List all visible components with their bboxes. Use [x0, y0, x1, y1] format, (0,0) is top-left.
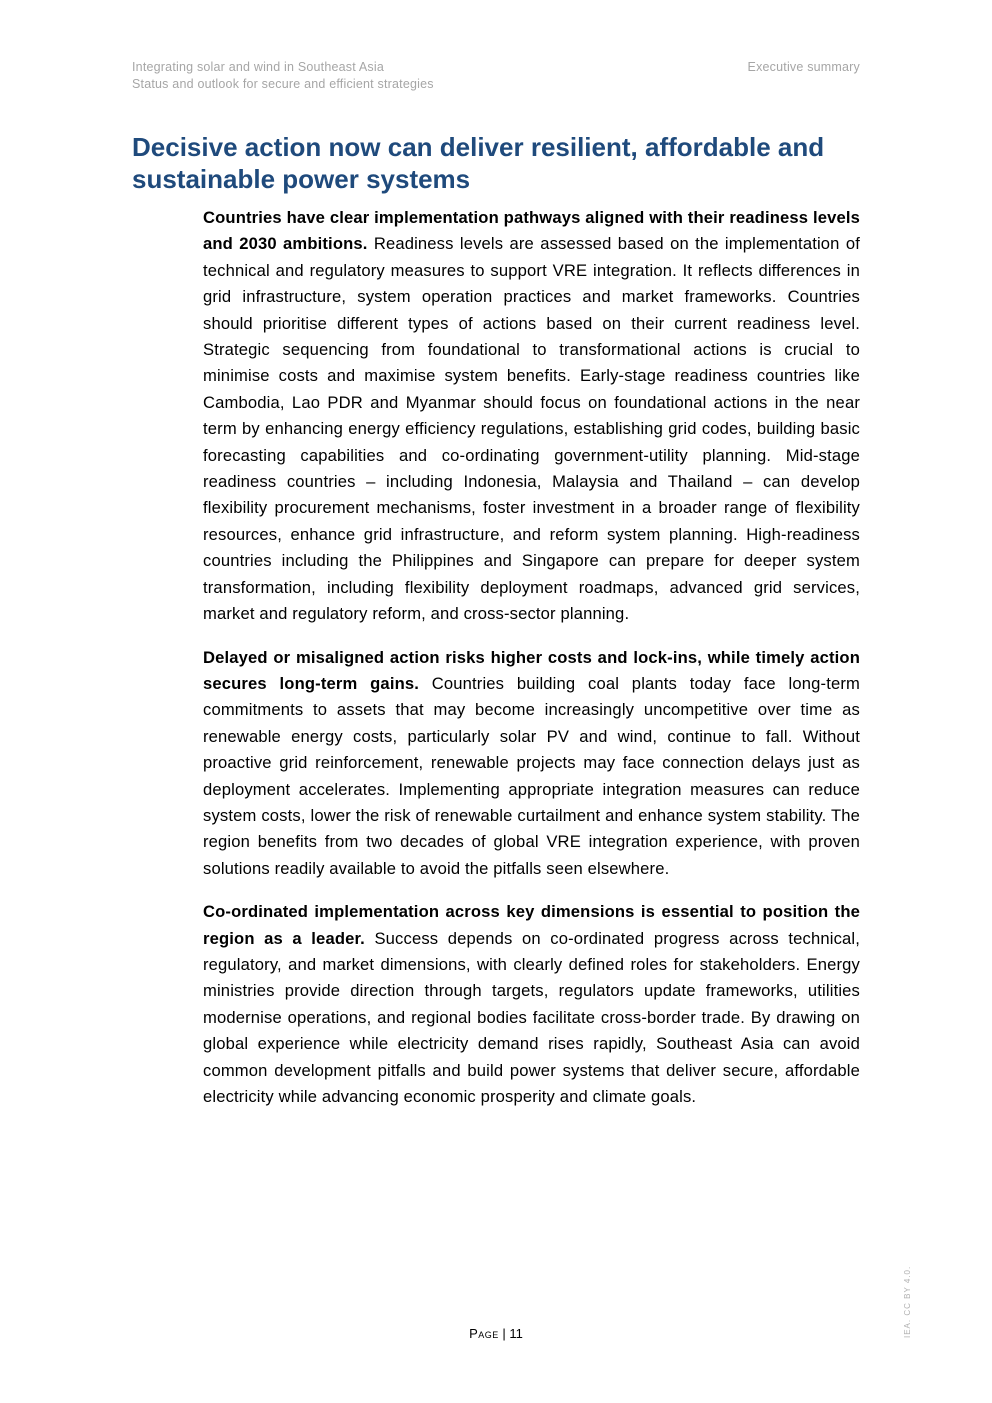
header-section: Executive summary	[747, 60, 860, 74]
paragraph-lead: Countries have clear implementation pathways aligned with their readiness levels and 2030 ambitions.	[203, 208, 860, 254]
page-footer	[0, 1326, 992, 1341]
paragraph-body: Readiness levels are assessed based on the implementation of technical and regulatory measures to support VRE integration. It reflects differences in grid infrastructure, system operation practices and market frameworks. Countries should prioritise different types of actions based on their current readiness level. Strategic sequencing from foundational to transformational actions is crucial to minimise costs and maximise system benefits. Early-stage readiness countries like Cambodia, Lao PDR and Myanmar should focus on foundational actions in the near term by enhancing energy efficiency regulations, establishing grid codes, building basic forecasting capabilities and co-ordinating government-utility planning. Mid-stage readiness countries – including Indonesia, Malaysia and Thailand – can develop flexibility procurement mechanisms, foster investment in a broader range of flexibility resources, enhance grid infrastructure, and reform system planning. High-readiness countries including the Philippines and Singapore can prepare for deeper system transformation, including flexibility deployment roadmaps, advanced grid services, market and regulatory reform, and cross-sector planning.	[203, 234, 860, 624]
paragraph-body: Success depends on co-ordinated progress across technical, regulatory, and market dimensions, with clearly defined roles for stakeholders. Energy ministries provide direction through targets, regulators update frameworks, utilities modernise operations, and regional bodies facilitate cross-border trade. By drawing on global experience while electricity demand rises rapidly, Southeast Asia can avoid common development pitfalls and build power systems that deliver secure, affordable electricity while advancing economic prosperity and climate goals.	[203, 928, 860, 1106]
paragraph-body: Countries building coal plants today face long-term commitments to assets that may become increasingly uncompetitive over time as renewable energy costs, particularly solar PV and wind, continue to fall. Without proactive grid reinforcement, renewable projects may face connection delays just as deployment accelerates. Implementing appropriate integration measures can reduce system costs, lower the risk of renewable curtailment and enhance system stability. The region benefits from two decades of global VRE integration experience, with proven solutions readily available to avoid the pitfalls seen elsewhere.	[203, 673, 860, 878]
paragraph	[203, 645, 860, 883]
body-content	[203, 205, 860, 1127]
paragraph	[203, 899, 860, 1110]
page-label: Page	[469, 1326, 499, 1341]
running-header-title	[132, 59, 434, 93]
license-note: IEA. CC BY 4.0.	[903, 1265, 912, 1338]
header-title-line1: Integrating solar and wind in Southeast Asia	[132, 60, 385, 74]
header-title-line2: Status and outlook for secure and efficient strategies	[132, 77, 434, 91]
page-number: 11	[509, 1326, 523, 1341]
page-heading: Decisive action now can deliver resilient, affordable and sustainable power systems	[132, 132, 825, 194]
paragraph-lead: Delayed or misaligned action risks higher costs and lock-ins, while timely action secures long-term gains.	[203, 647, 860, 693]
page-separator: |	[498, 1326, 510, 1341]
paragraph	[203, 205, 860, 628]
paragraph-lead: Co-ordinated implementation across key dimensions is essential to position the region as a leader.	[203, 902, 860, 948]
